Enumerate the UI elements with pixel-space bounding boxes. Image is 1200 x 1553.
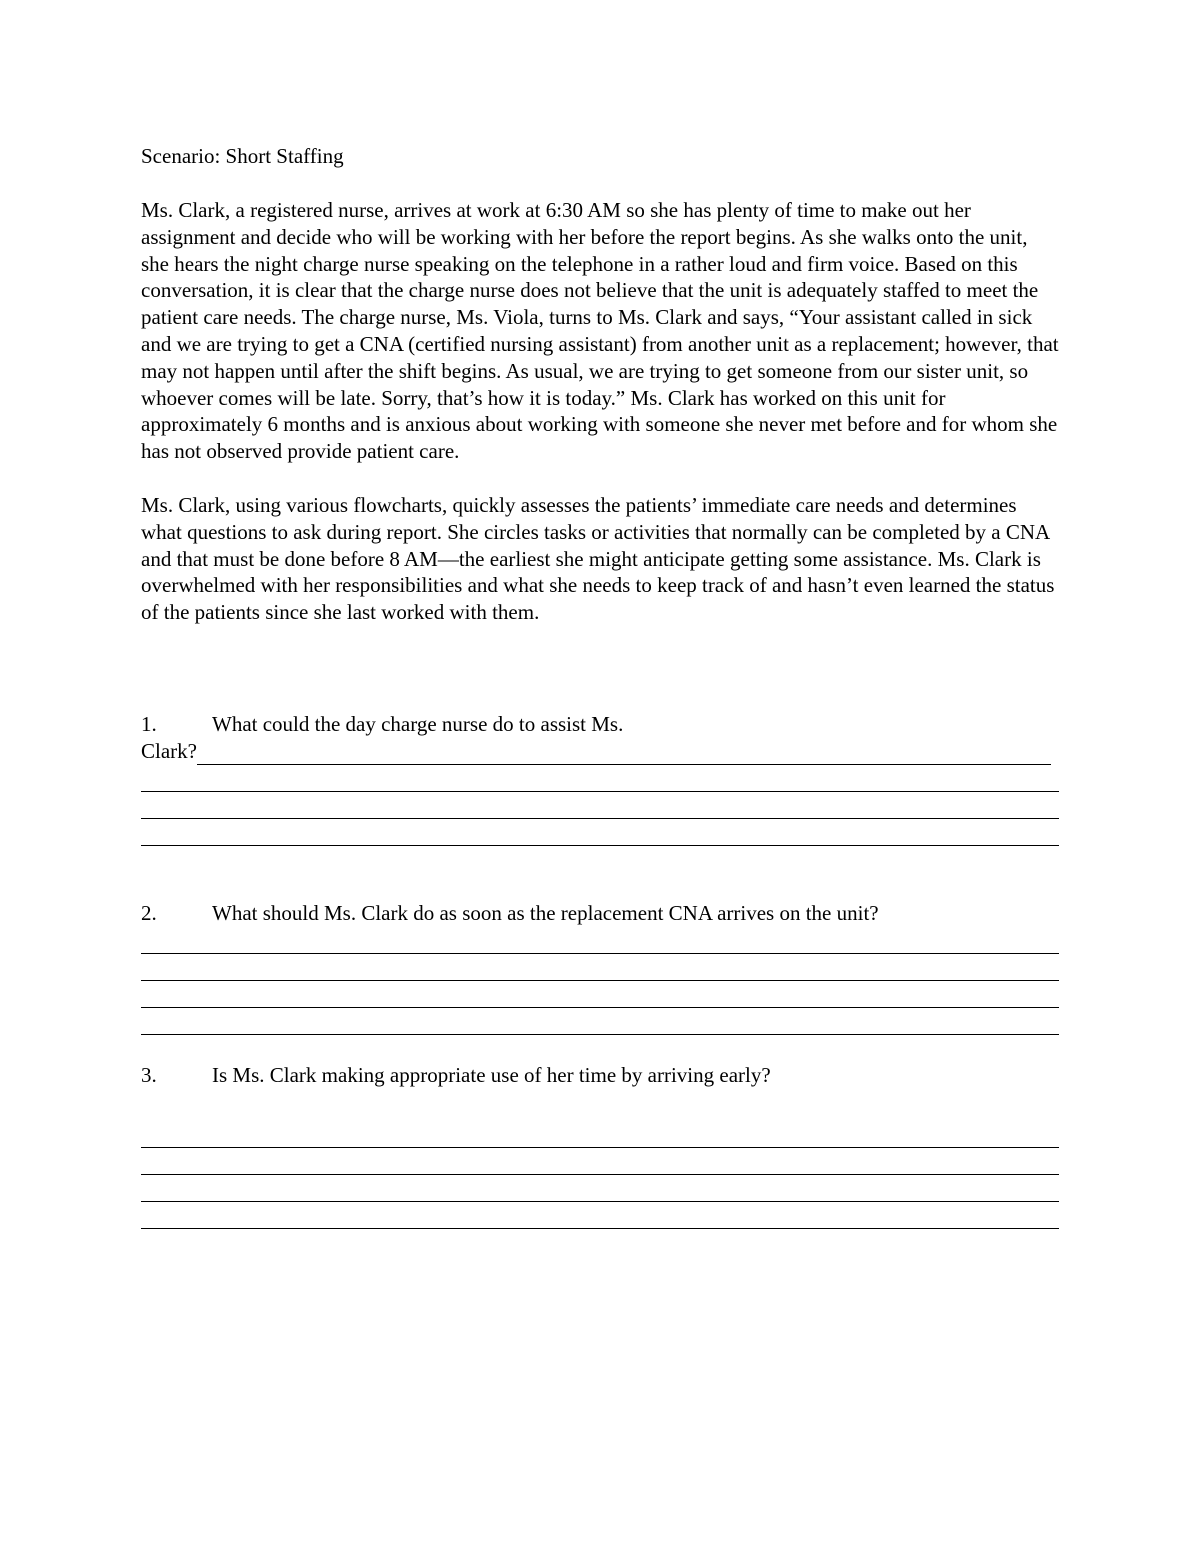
document-title: Scenario: Short Staffing [141, 144, 344, 168]
answer-line[interactable] [141, 954, 1059, 981]
scenario-paragraph-2: Ms. Clark, using various flowcharts, quickly assesses the patients’ immediate care needs and determines what questions to ask during report. She circles tasks or activities that normally can be completed by a CNA and that must be done before 8 AM—the earliest she might anticipate getting some assistance. Ms. Clark is overwhelmed with her responsibilities and what she needs to keep track of and hasn’t even learned the status of the patients since she last worked with them. [141, 492, 1055, 625]
question-3-number: 3. [141, 1063, 157, 1087]
answer-line[interactable] [197, 743, 1051, 765]
answer-line[interactable] [141, 1121, 1059, 1148]
question-1-text: What could the day charge nurse do to assist Ms. [212, 712, 624, 736]
question-2 [141, 900, 1059, 1035]
question-3 [141, 1062, 1059, 1229]
spacer [141, 1089, 1059, 1121]
answer-line[interactable] [141, 1175, 1059, 1202]
question-2-text: What should Ms. Clark do as soon as the replacement CNA arrives on the unit? [212, 901, 879, 925]
question-1-continuation: Clark? [141, 739, 197, 763]
question-1 [141, 711, 1059, 846]
answer-line[interactable] [141, 765, 1059, 792]
question-3-text: Is Ms. Clark making appropriate use of her time by arriving early? [212, 1063, 771, 1087]
scenario-body [141, 143, 1059, 626]
answer-line[interactable] [141, 1148, 1059, 1175]
question-2-line [141, 900, 1059, 927]
question-3-line [141, 1062, 1059, 1089]
answer-line[interactable] [141, 792, 1059, 819]
answer-line[interactable] [141, 927, 1059, 954]
answer-line[interactable] [141, 1202, 1059, 1229]
question-2-answer-lines [141, 927, 1059, 1035]
question-3-answer-lines [141, 1121, 1059, 1229]
question-1-answer-lines [141, 765, 1059, 846]
question-2-number: 2. [141, 901, 157, 925]
answer-line[interactable] [141, 981, 1059, 1008]
question-1-number: 1. [141, 712, 157, 736]
question-1-line [141, 711, 1059, 738]
question-1-continuation-line [141, 738, 1059, 765]
answer-line[interactable] [141, 1008, 1059, 1035]
answer-line[interactable] [141, 819, 1059, 846]
scenario-paragraph-1: Ms. Clark, a registered nurse, arrives at work at 6:30 AM so she has plenty of time to make out her assignment and decide who will be working with her before the report begins. As she walks onto the unit, she hears the night charge nurse speaking on the telephone in a rather loud and firm voice. Based on this conversation, it is clear that the charge nurse does not believe that the unit is adequately staffed to meet the patient care needs. The charge nurse, Ms. Viola, turns to Ms. Clark and says, “Your assistant called in sick and we are trying to get a CNA (certified nursing assistant) from another unit as a replacement; however, that may not happen until after the shift begins. As usual, we are trying to get someone from our sister unit, so whoever comes will be late. Sorry, that’s how it is today.” Ms. Clark has worked on this unit for approximately 6 months and is anxious about working with someone she never met before and for whom she has not observed provide patient care. [141, 198, 1059, 464]
